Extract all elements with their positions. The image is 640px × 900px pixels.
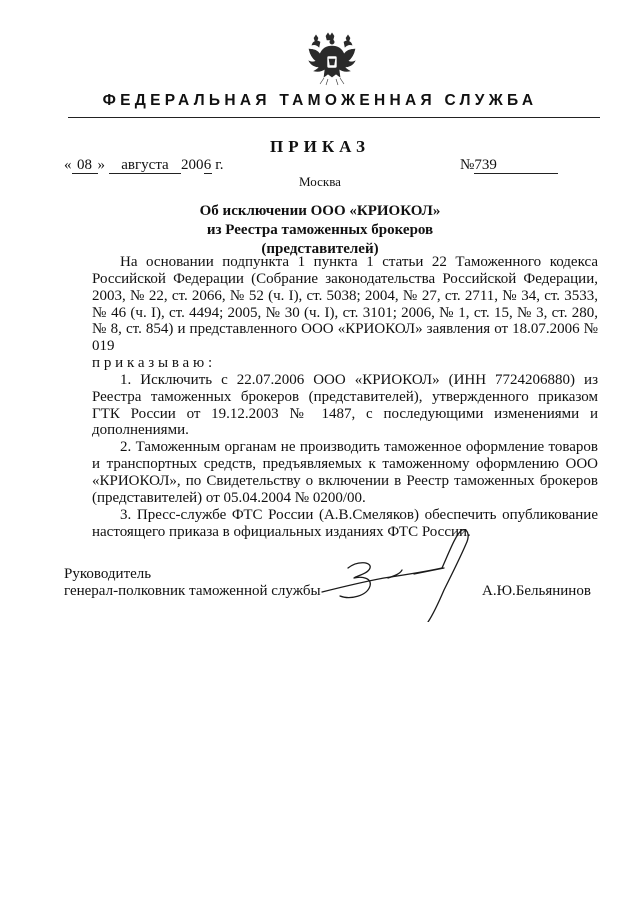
order-number-value: 739 xyxy=(474,158,558,174)
order-item-2: 2. Таможенным органам не производить таможенное оформление товаров и транспортных средств, предъявляемых к таможенному оформлению ООО «КРИОКОЛ», по Свидетельству о включении в Реестр таможенных брокеров (представителей) от 05.04.2004 № 0200/00. xyxy=(92,439,598,506)
agency-name: ФЕДЕРАЛЬНАЯ ТАМОЖЕННАЯ СЛУЖБА xyxy=(102,92,538,109)
date-year-unit: г. xyxy=(211,157,224,173)
subject-line-1: Об исключении ООО «КРИОКОЛ» xyxy=(199,203,441,219)
date-open-quote: « xyxy=(64,157,72,173)
order-item-1: 1. Исключить с 22.07.2006 ООО «КРИОКОЛ» (ИНН 7724206880) из Реестра таможенных брокеров (представителей), утвержденного приказом ГТК России от 19.12.2003 № 1487, с последующими изменениями и дополнениями. xyxy=(92,371,598,439)
issue-city: Москва xyxy=(299,174,341,189)
document-title: ПРИКАЗ xyxy=(270,137,370,156)
handwritten-signature xyxy=(318,526,478,622)
order-number-label: № xyxy=(460,157,475,173)
double-headed-eagle-icon xyxy=(306,32,358,86)
date-month: августа xyxy=(109,158,181,174)
signatory-title: Руководитель xyxy=(64,566,152,582)
date-day: 08 xyxy=(72,158,98,174)
header-divider xyxy=(68,117,600,118)
order-item-3: 3. Пресс-службе ФТС России (А.В.Смеляков) обеспечить опубликование настоящего приказа в официальных изданиях ФТС России. xyxy=(92,506,598,540)
order-body xyxy=(92,254,598,540)
date-year-suffix: 6 xyxy=(203,157,212,173)
order-date xyxy=(64,157,223,174)
signatory-name: А.Ю.Бельянинов xyxy=(482,583,591,599)
date-year-prefix: 200 xyxy=(181,157,204,173)
signatory-rank: генерал-полковник таможенной службы xyxy=(64,583,321,599)
directive-word: приказываю: xyxy=(92,355,216,372)
order-subject xyxy=(150,202,490,259)
date-close-quote: » xyxy=(97,157,105,173)
subject-line-2: из Реестра таможенных брокеров (представителей) xyxy=(206,222,434,257)
order-number xyxy=(460,157,558,174)
preamble-paragraph: На основании подпункта 1 пункта 1 статьи 22 Таможенного кодекса Российской Федерации (Собрание законодательства Российской Федерации, 2003, № 22, ст. 2066, № 52 (ч. I), ст. 5038; 2004, № 27, ст. 2711, № 34, ст. 3533, № 46 (ч. I), ст. 4494; 2005, № 30 (ч. I), ст. 3101; 2006, № 1, ст. 15, № 3, ст. 280, № 8, ст. 854) и представленного ООО «КРИОКОЛ» заявления от 18.07.2006 № 019 xyxy=(92,254,598,355)
